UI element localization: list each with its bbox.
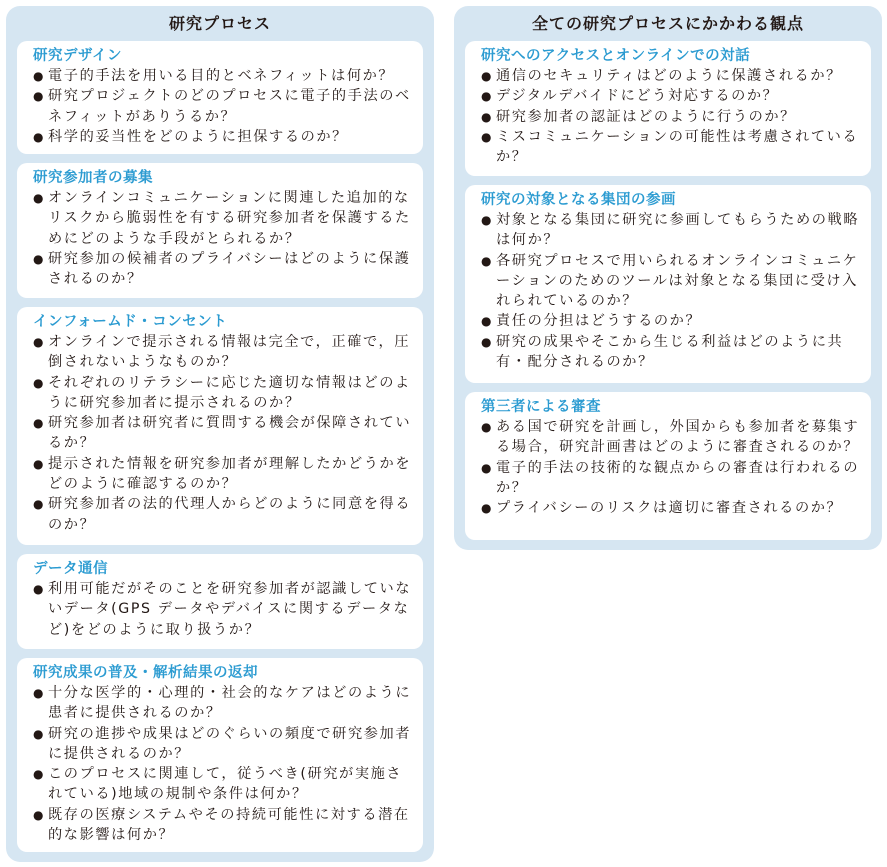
item-list <box>481 417 861 518</box>
bullet: ● <box>481 129 492 144</box>
item-list <box>33 683 413 845</box>
list-item <box>33 454 413 495</box>
bullet: ● <box>481 420 492 434</box>
cross-cutting-column <box>454 6 882 550</box>
item-text: プライバシーのリスクは適切に審査されるのか？ <box>496 500 843 517</box>
item-text: 研究参加者は研究者に質問する機会が保障されているか？ <box>48 415 412 452</box>
bullet: ● <box>33 686 44 700</box>
bullet: ● <box>33 582 44 596</box>
list-item <box>481 311 861 331</box>
item-list <box>33 332 413 535</box>
list-item <box>481 417 861 458</box>
item-text: 十分な医学的・心理的・社会的なケアはどのように患者に提供されるのか？ <box>48 685 412 722</box>
list-item <box>33 86 413 127</box>
item-text: ミスコミュニケーションの可能性は考慮されているか？ <box>496 128 859 166</box>
item-text: このプロセスに関連して，従うべき(研究が実施されている)地域の規制や条件は何か？ <box>48 766 403 803</box>
card-dissemination-results <box>17 658 423 852</box>
card-informed-consent <box>17 307 423 545</box>
list-item <box>481 251 861 312</box>
bullet: ● <box>481 501 492 516</box>
item-text: 電子的手法を用いる目的とベネフィットは何か？ <box>48 68 395 84</box>
item-text: オンラインコミュニケーションに関連した追加的なリスクから脆弱性を有する研究参加者を保護するためにどのような手段がとられるか？ <box>48 190 411 247</box>
bullet: ● <box>481 89 492 104</box>
list-item <box>33 683 413 724</box>
bullet: ● <box>481 69 492 83</box>
bullet: ● <box>33 375 44 390</box>
list-item <box>33 249 413 290</box>
list-item <box>33 413 413 454</box>
list-item <box>33 805 413 846</box>
list-item <box>33 724 413 765</box>
bullet: ● <box>33 416 44 431</box>
bullet: ● <box>481 314 492 329</box>
item-text: 責任の分担はどうするのか？ <box>496 313 702 330</box>
list-item <box>481 458 861 499</box>
item-list <box>33 188 413 289</box>
item-list <box>481 210 861 372</box>
card-title: 第三者による審査 <box>481 399 601 415</box>
bullet: ● <box>33 129 44 144</box>
card-title: データ通信 <box>33 561 108 577</box>
card-community-engagement <box>465 185 871 383</box>
item-text: 対象となる集団に研究に参画してもらうための戦略は何か？ <box>496 212 860 249</box>
list-item <box>481 107 861 127</box>
card-title: 研究へのアクセスとオンラインでの対話 <box>481 48 751 64</box>
bullet: ● <box>481 109 492 124</box>
bullet: ● <box>33 726 44 741</box>
list-item <box>33 764 413 805</box>
card-third-party-review <box>465 392 871 540</box>
item-text: 研究プロジェクトのどのプロセスに電子的手法のベネフィットがありうるか？ <box>48 88 411 125</box>
bullet: ● <box>481 253 492 268</box>
item-text: それぞれのリテラシーに応じた適切な情報はどのように研究参加者に提示されるのか？ <box>48 374 411 411</box>
list-item <box>33 66 413 86</box>
card-title: 研究デザイン <box>33 48 122 64</box>
item-text: 電子的手法の技術的な観点からの審査は行われるのか？ <box>496 459 860 496</box>
bullet: ● <box>481 334 492 349</box>
card-participant-recruitment <box>17 163 423 298</box>
bullet: ● <box>33 335 44 349</box>
list-item <box>481 332 861 373</box>
item-text: 研究参加の候補者のプライバシーはどのように保護されるのか？ <box>48 250 411 288</box>
item-text: ある国で研究を計画し，外国からも参加者を募集する場合，研究計画書はどのように審査されるのか？ <box>496 419 860 456</box>
list-item <box>33 373 413 414</box>
bullet: ● <box>33 69 44 83</box>
card-title: 研究成果の普及・解析結果の返却 <box>33 665 258 681</box>
item-text: 科学的妥当性をどのように担保するのか？ <box>48 128 348 145</box>
list-item <box>481 498 861 518</box>
list-item <box>33 188 413 249</box>
item-list <box>33 579 413 640</box>
bullet: ● <box>481 460 492 475</box>
item-text: 研究参加者の認証はどのように行うのか？ <box>496 108 796 125</box>
list-item <box>33 579 413 640</box>
item-text: 既存の医療システムやその持続可能性に対する潜在的な影響は何か？ <box>48 806 410 844</box>
card-research-design <box>17 41 423 154</box>
list-item <box>481 210 861 251</box>
bullet: ● <box>481 213 492 227</box>
item-list <box>33 66 413 147</box>
bullet: ● <box>33 456 44 471</box>
list-item <box>33 332 413 373</box>
bullet: ● <box>33 807 44 822</box>
bullet: ● <box>33 497 44 512</box>
list-item <box>481 66 861 86</box>
item-text: 各研究プロセスで用いられるオンラインコミュニケーションのためのツールは対象となる集団に受け入れられているのか？ <box>496 252 859 310</box>
list-item <box>481 86 861 106</box>
card-title: 研究参加者の募集 <box>33 170 153 186</box>
research-process-title: 研究プロセス <box>168 14 271 33</box>
item-text: 利用可能だがそのことを研究参加者が認識していないデータ(GPS データやデバイスに関するデータなど)をどのように取り扱うか？ <box>48 581 412 638</box>
card-title: 研究の対象となる集団の参画 <box>481 192 676 208</box>
bullet: ● <box>33 191 44 205</box>
bullet: ● <box>33 251 44 266</box>
item-text: 提示された情報を研究参加者が理解したかどうかをどのように確認するのか？ <box>48 455 412 493</box>
card-data-communication <box>17 554 423 649</box>
item-text: 研究の成果やそこから生じる利益はどのように共有・配分されるのか？ <box>496 333 844 371</box>
item-text: デジタルデバイドにどう対応するのか？ <box>496 88 779 105</box>
item-text: オンラインで提示される情報は完全で，正確で，圧倒されないようなものか？ <box>48 334 411 371</box>
bullet: ● <box>33 767 44 782</box>
item-text: 研究の進捗や成果はどのぐらいの頻度で研究参加者に提供されるのか？ <box>48 725 412 762</box>
card-access-online-dialogue <box>465 41 871 176</box>
item-text: 研究参加者の法的代理人からどのように同意を得るのか？ <box>48 496 412 533</box>
item-list <box>481 66 861 167</box>
list-item <box>33 494 413 535</box>
list-item <box>33 127 413 147</box>
list-item <box>481 127 861 168</box>
item-text: 通信のセキュリティはどのように保護されるか？ <box>496 68 842 84</box>
bullet: ● <box>33 89 44 104</box>
card-title: インフォームド・コンセント <box>33 314 228 330</box>
research-process-column <box>6 6 434 862</box>
cross-cutting-title: 全ての研究プロセスにかかわる観点 <box>531 14 804 33</box>
